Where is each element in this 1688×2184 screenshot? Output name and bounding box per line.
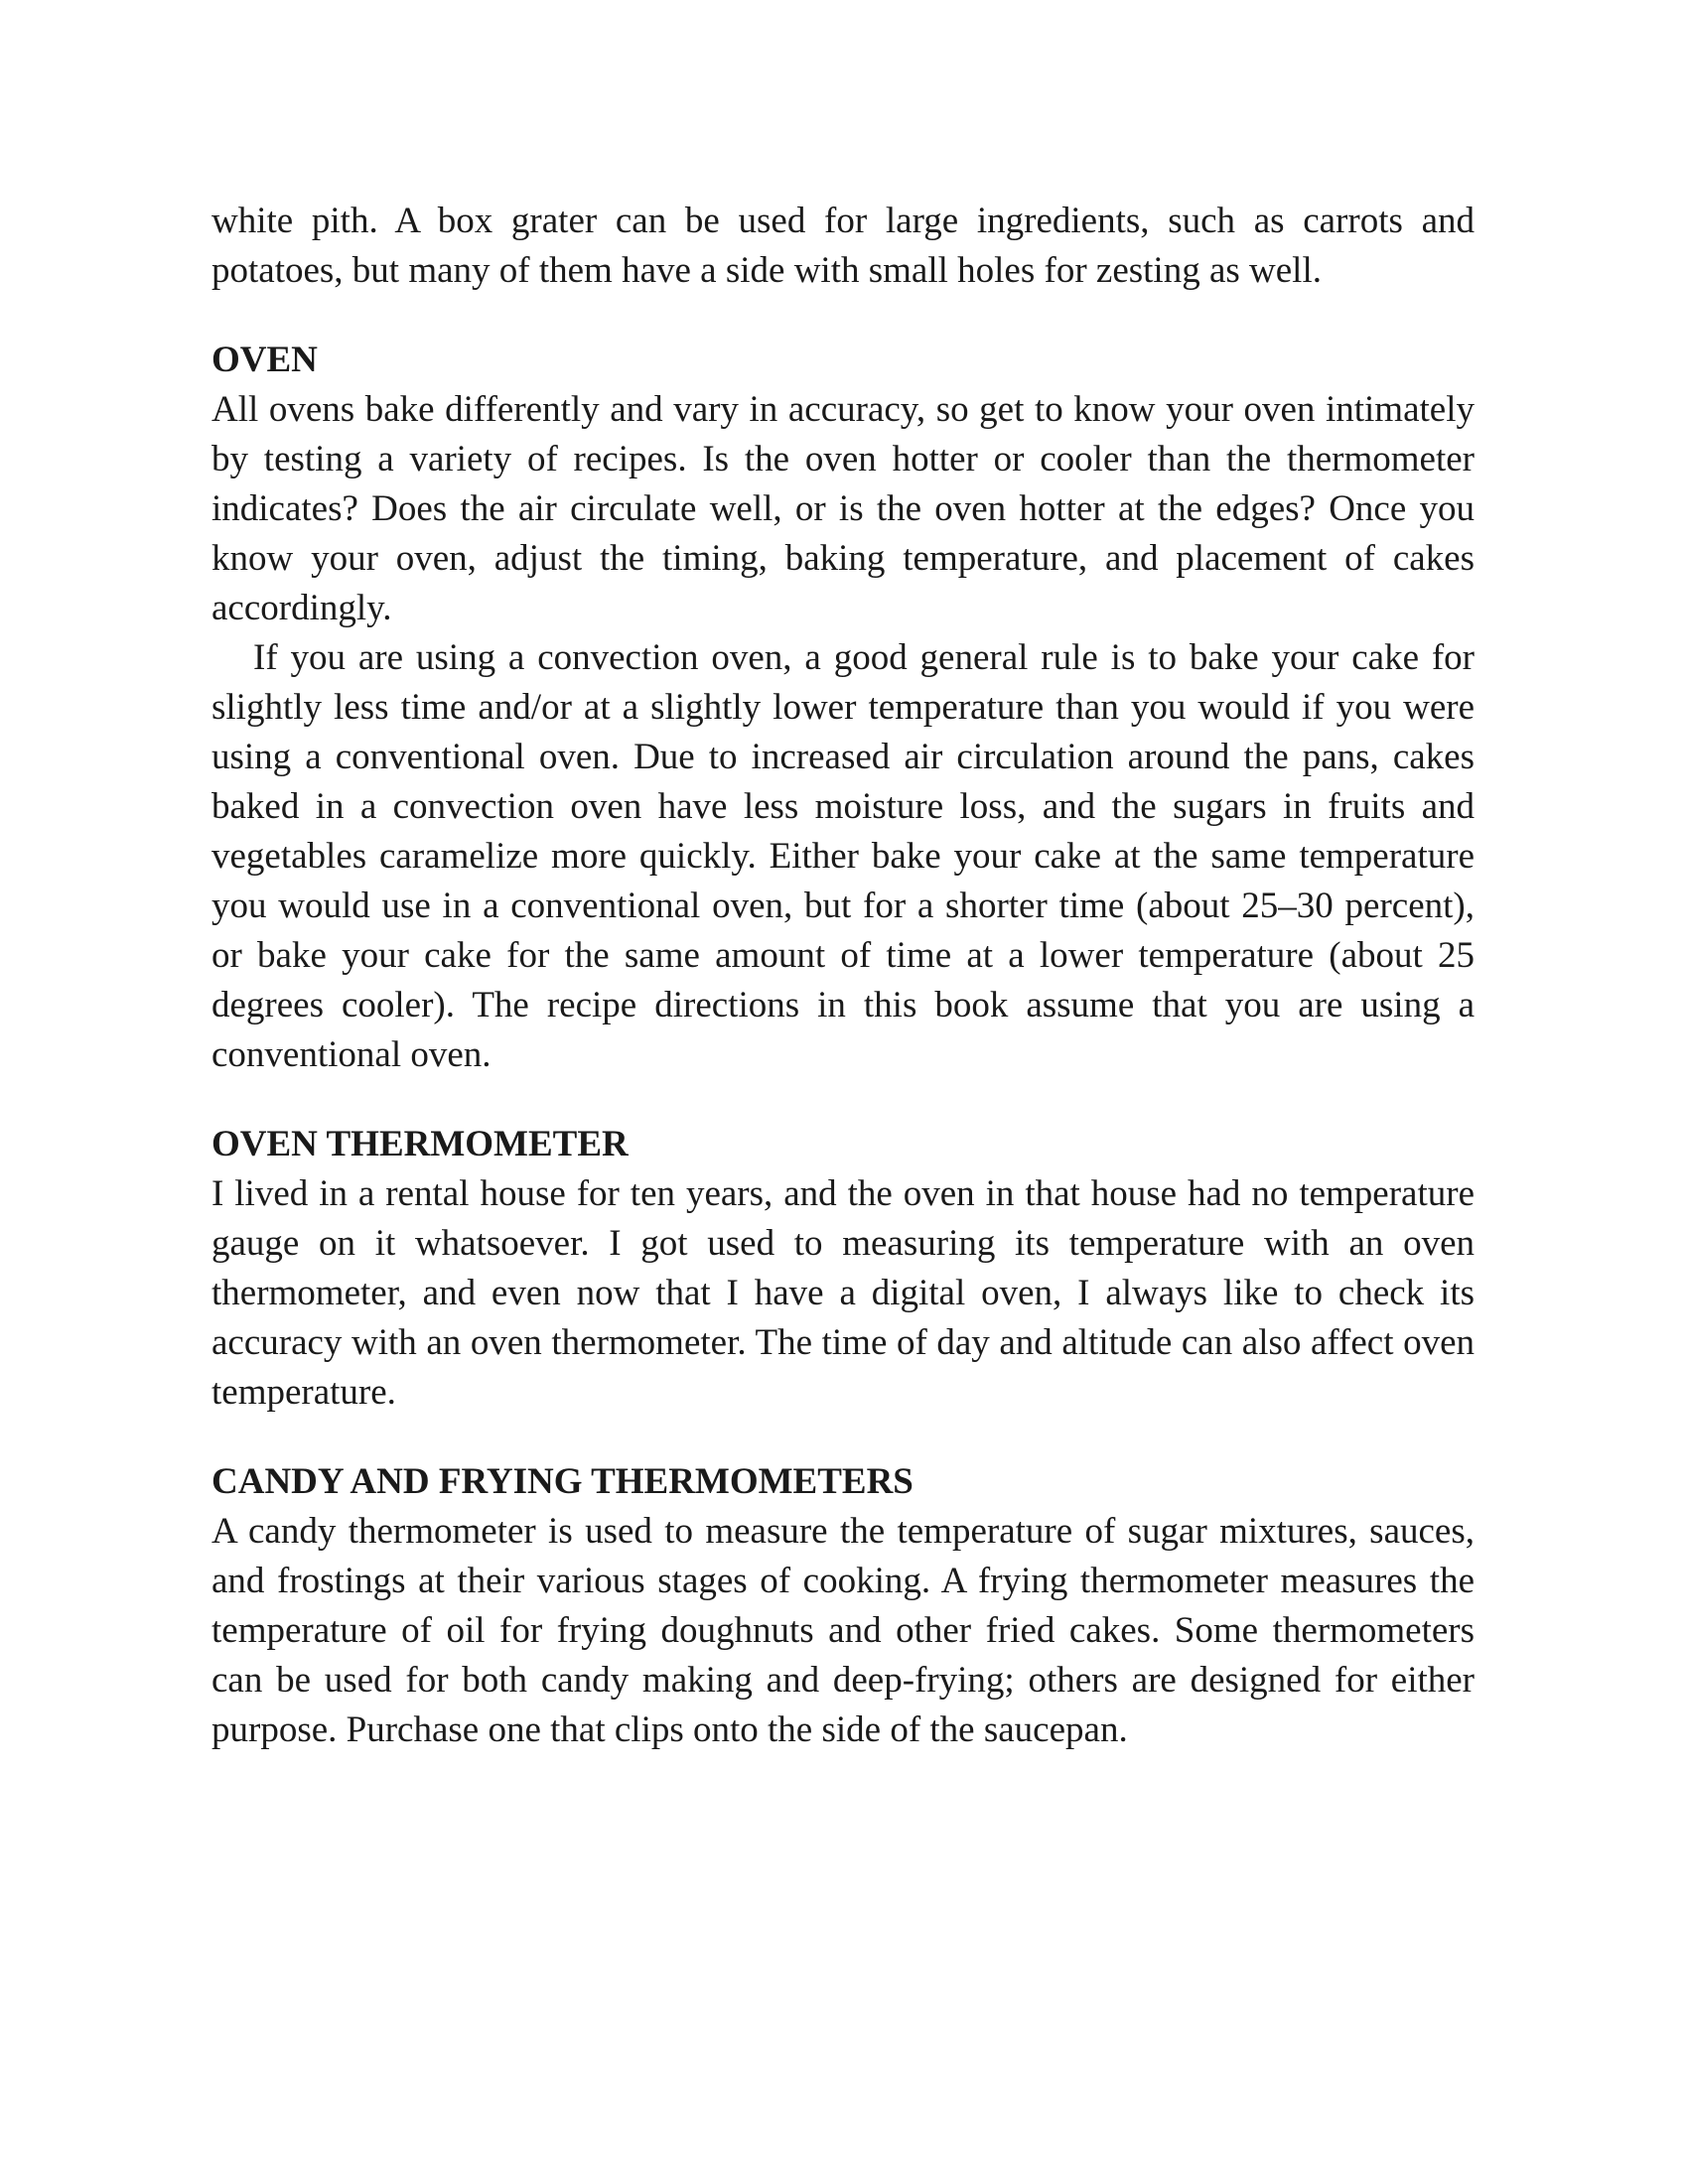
- section-oven-thermometer: [211, 1120, 1475, 1418]
- oven-thermometer-paragraph: I lived in a rental house for ten years, and the oven in that house had no temperature gauge on it whatsoever. I got used to measuring its temperature with an oven thermometer, and even now that I have a digital oven, I always like to check its accuracy with an oven thermometer. The time of day and altitude can also affect oven temperature.: [211, 1173, 1475, 1413]
- candy-frying-paragraph: A candy thermometer is used to measure the temperature of sugar mixtures, sauces, and frostings at their various stages of cooking. A frying thermometer measures the temperature of oil for frying doughnuts and other fried cakes. Some thermometers can be used for both candy making and deep-frying; others are designed for either purpose. Purchase one that clips onto the side of the saucepan.: [211, 1511, 1475, 1750]
- section-heading-candy-frying-thermometers: CANDY AND FRYING THERMOMETERS: [211, 1461, 914, 1502]
- oven-paragraph-2: If you are using a convection oven, a good general rule is to bake your cake for slightly less time and/or at a slightly lower temperature than you would if you were using a conventional oven. Due to increased air circulation around the pans, cakes baked in a convection oven have less moisture loss, and the sugars in fruits and vegetables caramelize more quickly. Either bake your cake at the same temperature you would use in a conventional oven, but for a shorter time (about 25–30 percent), or bake your cake for the same amount of time at a lower temperature (about 25 degrees cooler). The recipe directions in this book assume that you are using a conventional oven.: [211, 637, 1475, 1075]
- page-body: [211, 197, 1475, 1755]
- section-heading-oven-thermometer: OVEN THERMOMETER: [211, 1124, 629, 1164]
- section-heading-oven: OVEN: [211, 340, 318, 380]
- intro-paragraph: white pith. A box grater can be used for large ingredients, such as carrots and potatoes, but many of them have a side with small holes for zesting as well.: [211, 201, 1475, 291]
- oven-paragraph-1: All ovens bake differently and vary in accuracy, so get to know your oven intimately by testing a variety of recipes. Is the oven hotter or cooler than the thermometer indicates? Does the air circulate well, or is the oven hotter at the edges? Once you know your oven, adjust the timing, baking temperature, and placement of cakes accordingly.: [211, 389, 1475, 628]
- section-candy-frying-thermometers: [211, 1457, 1475, 1755]
- section-oven: [211, 336, 1475, 1080]
